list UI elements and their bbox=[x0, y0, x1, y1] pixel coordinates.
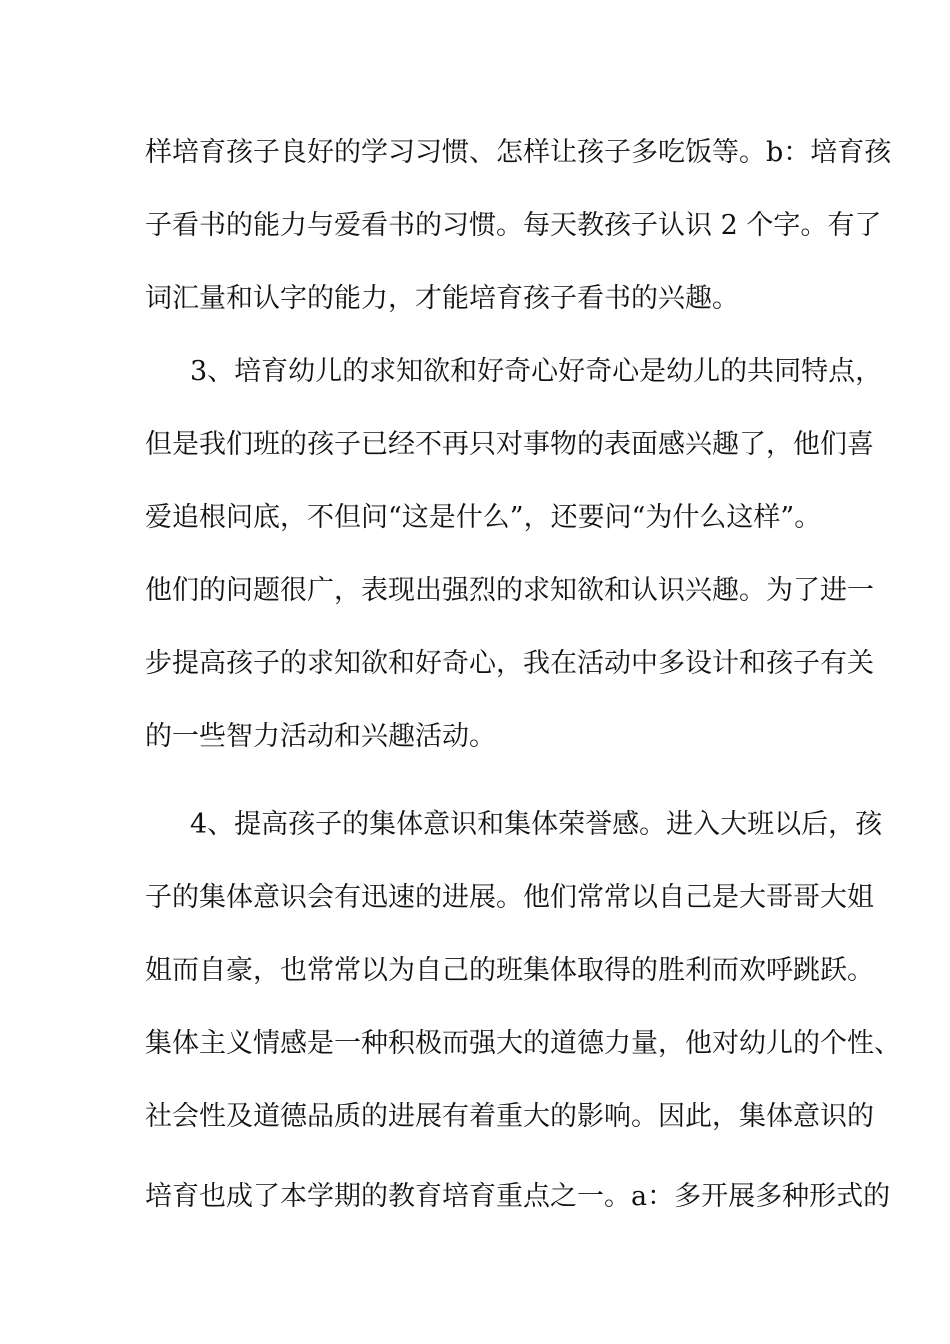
text-line: 但是我们班的孩子已经不再只对事物的表面感兴趣了，他们喜 bbox=[145, 429, 874, 460]
text-line: 步提高孩子的求知欲和好奇心，我在活动中多设计和孩子有关 bbox=[145, 648, 874, 679]
text-line: 培育也成了本学期的教育培育重点之一。a：多开展多种形式的 bbox=[145, 1181, 891, 1212]
text-line: 的一些智力活动和兴趣活动。 bbox=[145, 721, 496, 752]
text-line: 姐而自豪，也常常以为自己的班集体取得的胜利而欢呼跳跃。 bbox=[145, 955, 874, 986]
text-line: 样培育孩子良好的学习习惯、怎样让孩子多吃饭等。b：培育孩 bbox=[145, 137, 892, 168]
text-line: 他们的问题很广，表现出强烈的求知欲和认识兴趣。为了进一 bbox=[145, 575, 874, 606]
paragraph-3-first-line: 3、培育幼儿的求知欲和好奇心好奇心是幼儿的共同特点， bbox=[190, 356, 883, 387]
text-line: 子看书的能力与爱看书的习惯。每天教孩子认识 2 个字。有了 bbox=[145, 210, 882, 241]
text-line: 子的集体意识会有迅速的进展。他们常常以自己是大哥哥大姐 bbox=[145, 882, 874, 913]
text-line: 社会性及道德品质的进展有着重大的影响。因此，集体意识的 bbox=[145, 1101, 874, 1132]
paragraph-4-first-line: 4、提高孩子的集体意识和集体荣誉感。进入大班以后，孩 bbox=[190, 809, 883, 840]
text-line: 爱追根问底，不但问“这是什么”，还要问“为什么这样”。 bbox=[145, 502, 822, 533]
text-line: 词汇量和认字的能力，才能培育孩子看书的兴趣。 bbox=[145, 283, 739, 314]
text-line: 集体主义情感是一种积极而强大的道德力量，他对幼儿的个性、 bbox=[145, 1028, 901, 1059]
